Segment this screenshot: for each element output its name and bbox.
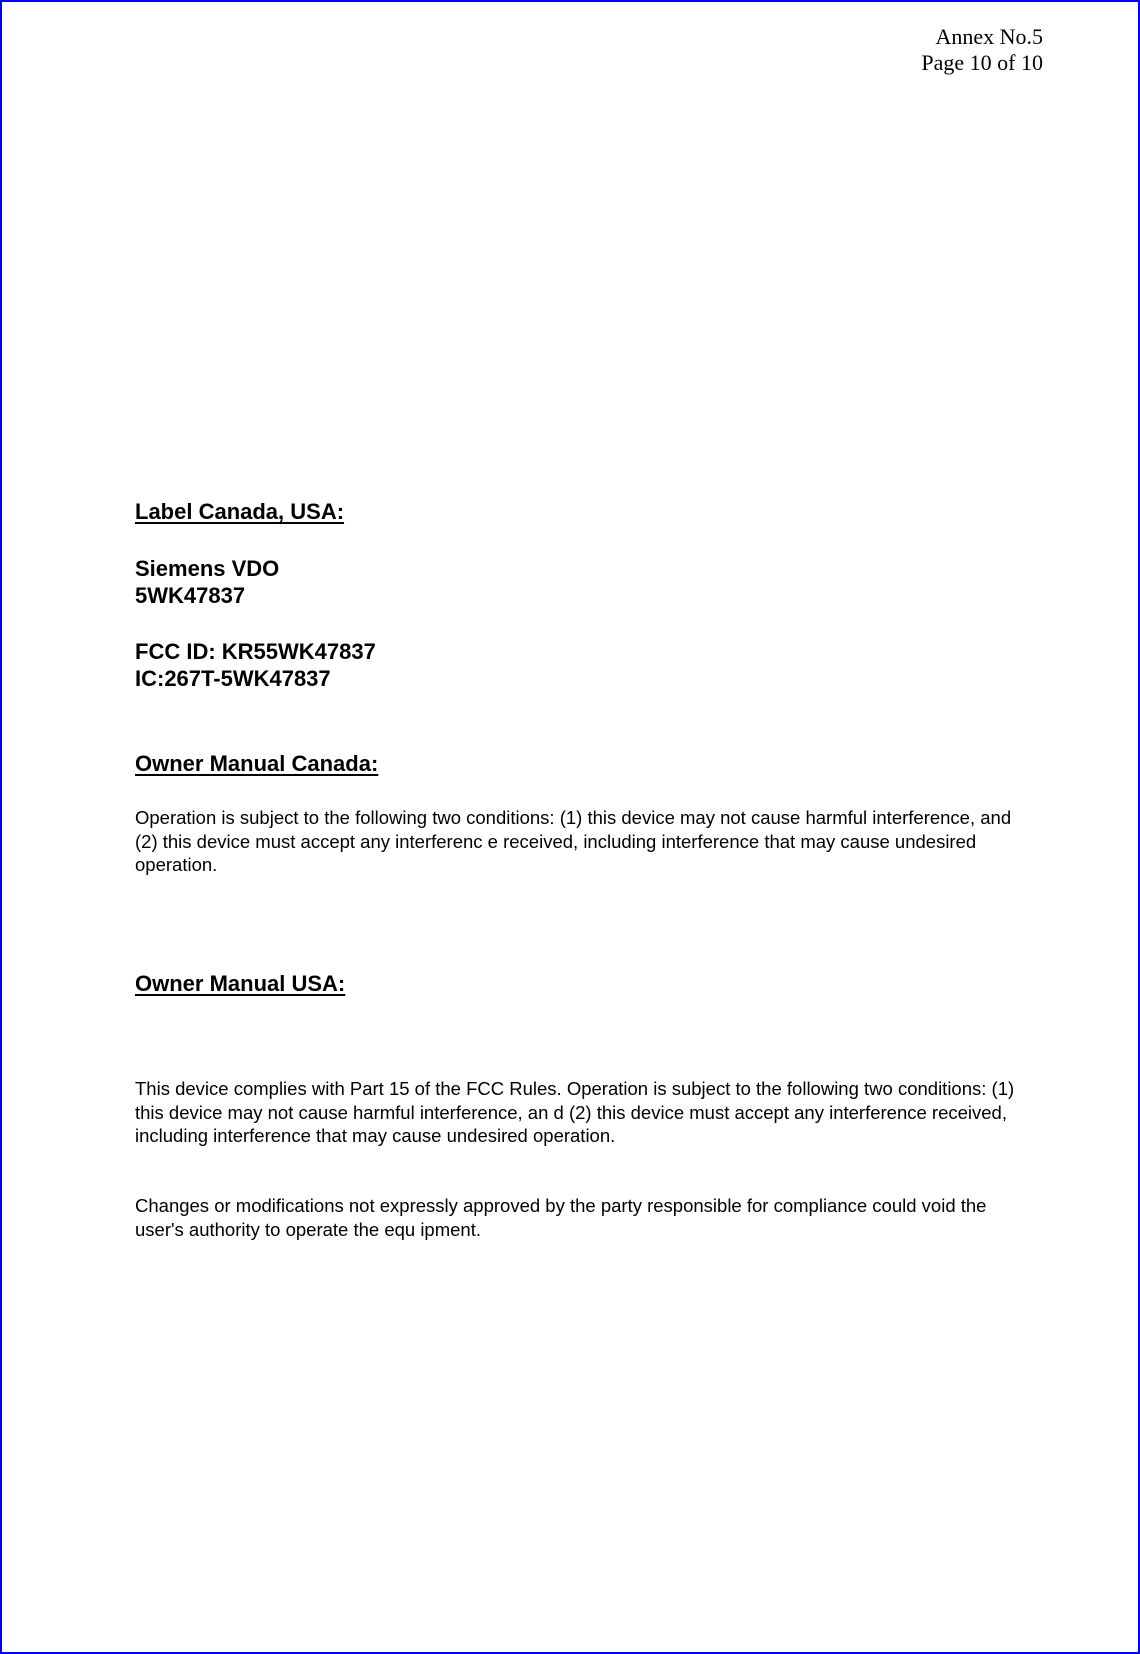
manufacturer-name: Siemens VDO [135, 556, 280, 581]
annex-number: Annex No.5 [935, 24, 1043, 49]
label-heading: Label Canada, USA: [135, 499, 345, 524]
part-number: 5WK47837 [135, 583, 246, 608]
canada-manual-heading: Owner Manual Canada: [135, 751, 379, 776]
usa-manual-text: This device complies with Part 15 of the FCC Rules. Operation is subject to the following two conditions: (1) this device may not cause harmful interference, an d (2) this device must accept any interference received, including interference that may cause undesired operation. [135, 1078, 1015, 1146]
ic-number: IC:267T-5WK47837 [135, 666, 331, 691]
changes-warning-text: Changes or modifications not expressly approved by the party responsible for compliance could void the user's authority to operate the equ ipment. [135, 1195, 987, 1240]
fcc-id: FCC ID: KR55WK47837 [135, 639, 376, 664]
page-header [921, 24, 1043, 76]
usa-manual-heading: Owner Manual USA: [135, 971, 346, 996]
page-number: Page 10 of 10 [921, 50, 1043, 75]
canada-manual-text: Operation is subject to the following two conditions: (1) this device may not cause harmful interference, and (2) this device must accept any interferenc e received, including interference that may cause undesired operation. [135, 807, 1012, 875]
